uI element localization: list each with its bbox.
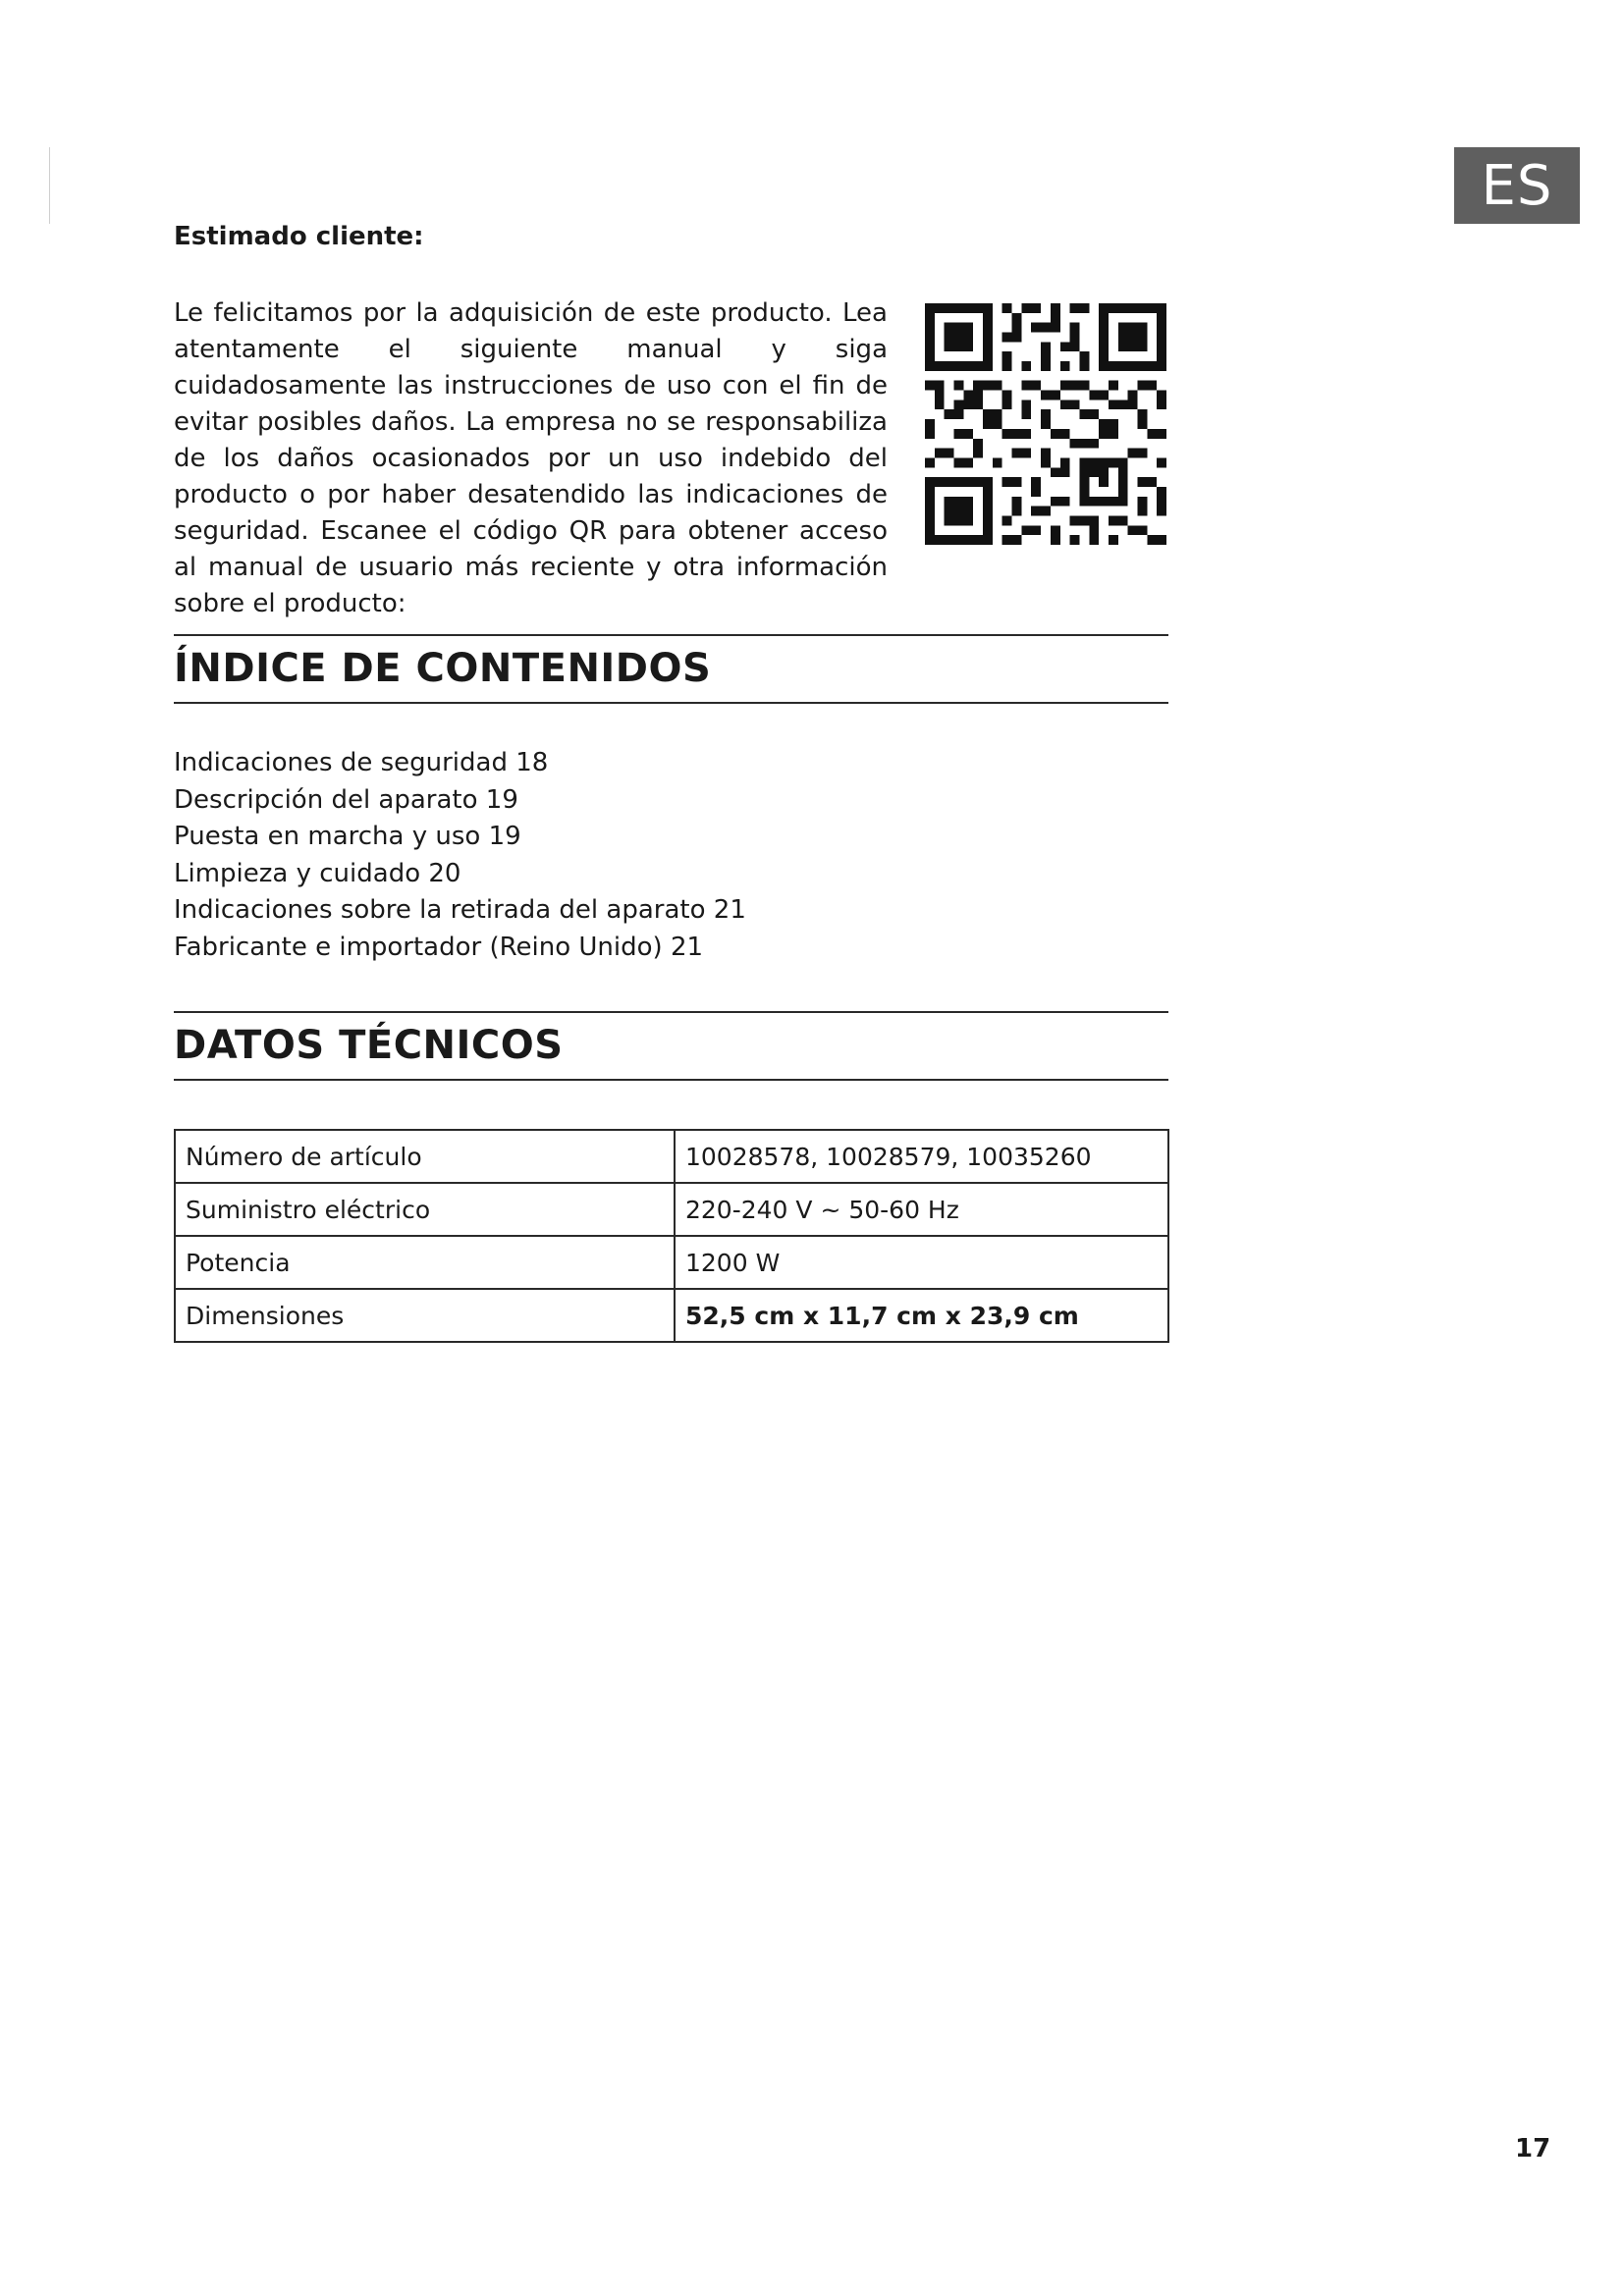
language-tab: ES	[1454, 147, 1580, 224]
table-row	[175, 1183, 1168, 1236]
spec-value: 1200 W	[675, 1236, 1168, 1289]
toc-item-cleaning[interactable]: Limpieza y cuidado 20	[174, 858, 461, 888]
spec-label: Dimensiones	[175, 1289, 675, 1342]
toc-list	[174, 745, 746, 966]
table-row	[175, 1236, 1168, 1289]
toc-item-startup[interactable]: Puesta en marcha y uso 19	[174, 822, 521, 851]
specs-rule-bottom	[174, 1079, 1168, 1081]
spec-label: Potencia	[175, 1236, 675, 1289]
toc-rule-bottom	[174, 702, 1168, 704]
page-number: 17	[1515, 2134, 1551, 2163]
spec-value: 10028578, 10028579, 10035260	[675, 1130, 1168, 1183]
intro-paragraph: Le felicitamos por la adquisición de este producto. Lea atentamente el siguiente manual y siga cuidadosamente las instrucciones de uso con el fin de evitar posibles daños. La empresa no se responsabiliza de los daños ocasionados por un uso indebido del producto o por haber desatendido las indicaciones de seguridad. Escanee el código QR para obtener acceso al manual de usuario más reciente y otra información sobre el producto:	[174, 298, 888, 618]
toc-title: ÍNDICE DE CONTENIDOS	[174, 646, 712, 691]
toc-item-disposal[interactable]: Indicaciones sobre la retirada del aparato 21	[174, 895, 746, 925]
spec-value: 220-240 V ~ 50-60 Hz	[675, 1183, 1168, 1236]
spec-label: Número de artículo	[175, 1130, 675, 1183]
specs-table	[174, 1129, 1169, 1343]
margin-line	[49, 147, 50, 224]
table-row	[175, 1289, 1168, 1342]
spec-label: Suministro eléctrico	[175, 1183, 675, 1236]
specs-rule-top	[174, 1011, 1168, 1013]
specs-title: DATOS TÉCNICOS	[174, 1023, 564, 1068]
toc-item-safety[interactable]: Indicaciones de seguridad 18	[174, 748, 549, 777]
spec-value: 52,5 cm x 11,7 cm x 23,9 cm	[675, 1289, 1168, 1342]
qr-code-icon[interactable]	[925, 303, 1166, 545]
table-row	[175, 1130, 1168, 1183]
greeting: Estimado cliente:	[174, 222, 424, 251]
toc-rule-top	[174, 634, 1168, 636]
toc-item-manufacturer[interactable]: Fabricante e importador (Reino Unido) 21	[174, 932, 704, 962]
toc-item-description[interactable]: Descripción del aparato 19	[174, 784, 518, 815]
